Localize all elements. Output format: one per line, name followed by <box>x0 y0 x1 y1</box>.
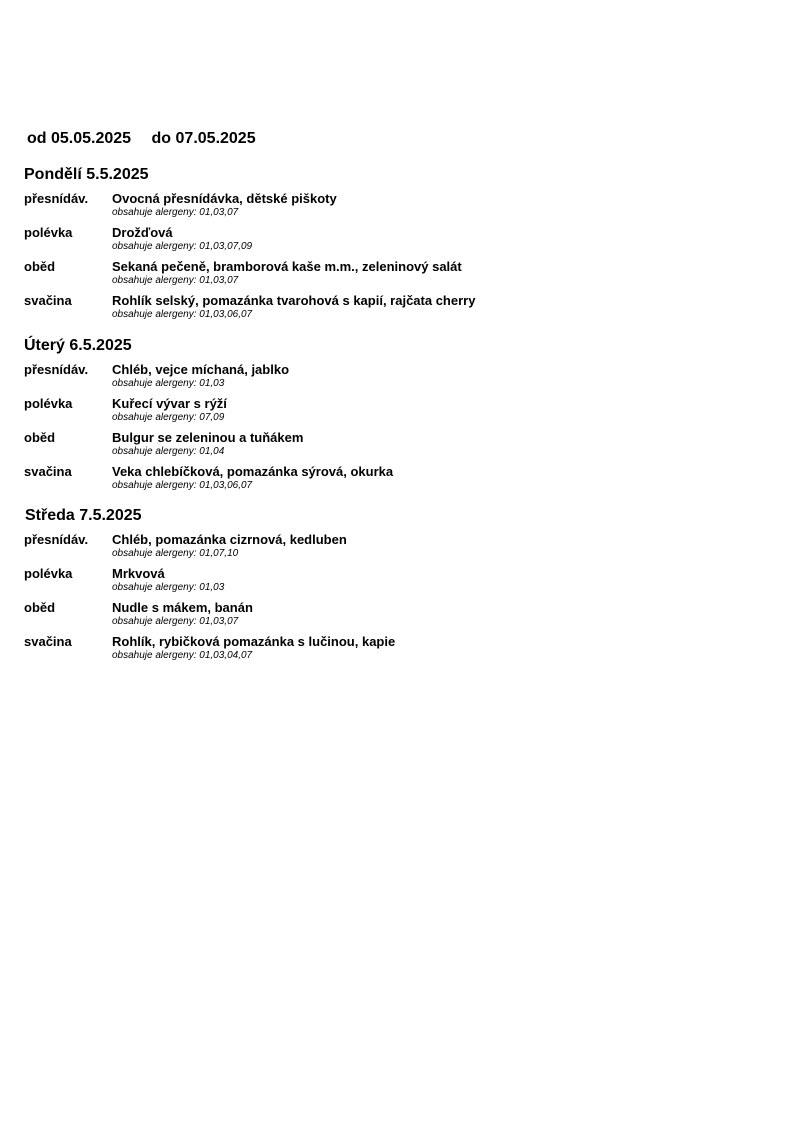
menu-period <box>27 130 256 148</box>
meal-name: Chléb, vejce míchaná, jablko <box>112 362 290 377</box>
meal-allergens: obsahuje alergeny: 01,03 <box>112 582 225 593</box>
meal-name: Kuřecí vývar s rýží <box>112 396 227 411</box>
meal-name: Ovocná přesnídávka, dětské piškoty <box>112 191 337 206</box>
day-title: Pondělí 5.5.2025 <box>24 166 149 183</box>
meal-type: přesnídáv. <box>24 532 89 547</box>
meal-name: Sekaná pečeně, bramborová kaše m.m., zeleninový salát <box>112 259 462 274</box>
period-to: do 07.05.2025 <box>151 130 256 147</box>
day-title: Úterý 6.5.2025 <box>24 337 132 354</box>
meal-name: Mrkvová <box>112 566 165 581</box>
meal-allergens: obsahuje alergeny: 07,09 <box>112 412 225 423</box>
meal-allergens: obsahuje alergeny: 01,03,07 <box>112 207 239 218</box>
day-section-wednesday <box>25 506 725 668</box>
meal-type: přesnídáv. <box>24 362 89 377</box>
meal-row <box>24 532 725 566</box>
meal-row <box>24 464 724 498</box>
meal-row <box>24 225 724 259</box>
meal-row <box>24 191 724 225</box>
meal-type: svačina <box>24 293 72 308</box>
meal-row <box>24 293 724 327</box>
meal-row <box>24 259 724 293</box>
meal-type: přesnídáv. <box>24 191 89 206</box>
meal-row <box>24 396 724 430</box>
meal-row <box>24 566 725 600</box>
meal-type: polévka <box>24 225 73 240</box>
meal-allergens: obsahuje alergeny: 01,03,06,07 <box>112 480 253 491</box>
meal-allergens: obsahuje alergeny: 01,03,07,09 <box>112 241 253 252</box>
meal-type: svačina <box>24 464 72 479</box>
day-title: Středa 7.5.2025 <box>25 507 142 524</box>
meal-allergens: obsahuje alergeny: 01,03 <box>112 378 225 389</box>
meal-name: Drožďová <box>112 225 173 240</box>
day-section-monday <box>24 165 724 327</box>
meal-row <box>24 634 725 668</box>
meal-type: polévka <box>24 396 73 411</box>
meal-allergens: obsahuje alergeny: 01,03,04,07 <box>112 650 253 661</box>
meal-row <box>24 362 724 396</box>
meal-name: Chléb, pomazánka cizrnová, kedluben <box>112 532 347 547</box>
meal-allergens: obsahuje alergeny: 01,03,07 <box>112 616 239 627</box>
meal-type: oběd <box>24 259 56 274</box>
meal-name: Veka chlebíčková, pomazánka sýrová, okurka <box>112 464 394 479</box>
meal-row <box>24 430 724 464</box>
meal-name: Nudle s mákem, banán <box>112 600 253 615</box>
meal-name: Rohlík, rybičková pomazánka s lučinou, kapie <box>112 634 396 649</box>
meal-allergens: obsahuje alergeny: 01,03,06,07 <box>112 309 253 320</box>
meal-name: Bulgur se zeleninou a tuňákem <box>112 430 304 445</box>
meal-allergens: obsahuje alergeny: 01,03,07 <box>112 275 239 286</box>
meal-type: svačina <box>24 634 72 649</box>
meal-allergens: obsahuje alergeny: 01,07,10 <box>112 548 239 559</box>
meal-allergens: obsahuje alergeny: 01,04 <box>112 446 225 457</box>
period-from: od 05.05.2025 <box>27 130 132 147</box>
day-section-tuesday <box>24 336 724 498</box>
meal-name: Rohlík selský, pomazánka tvarohová s kapií, rajčata cherry <box>112 293 476 308</box>
meal-type: oběd <box>24 430 56 445</box>
meal-type: polévka <box>24 566 73 581</box>
meal-type: oběd <box>24 600 56 615</box>
meal-row <box>24 600 725 634</box>
